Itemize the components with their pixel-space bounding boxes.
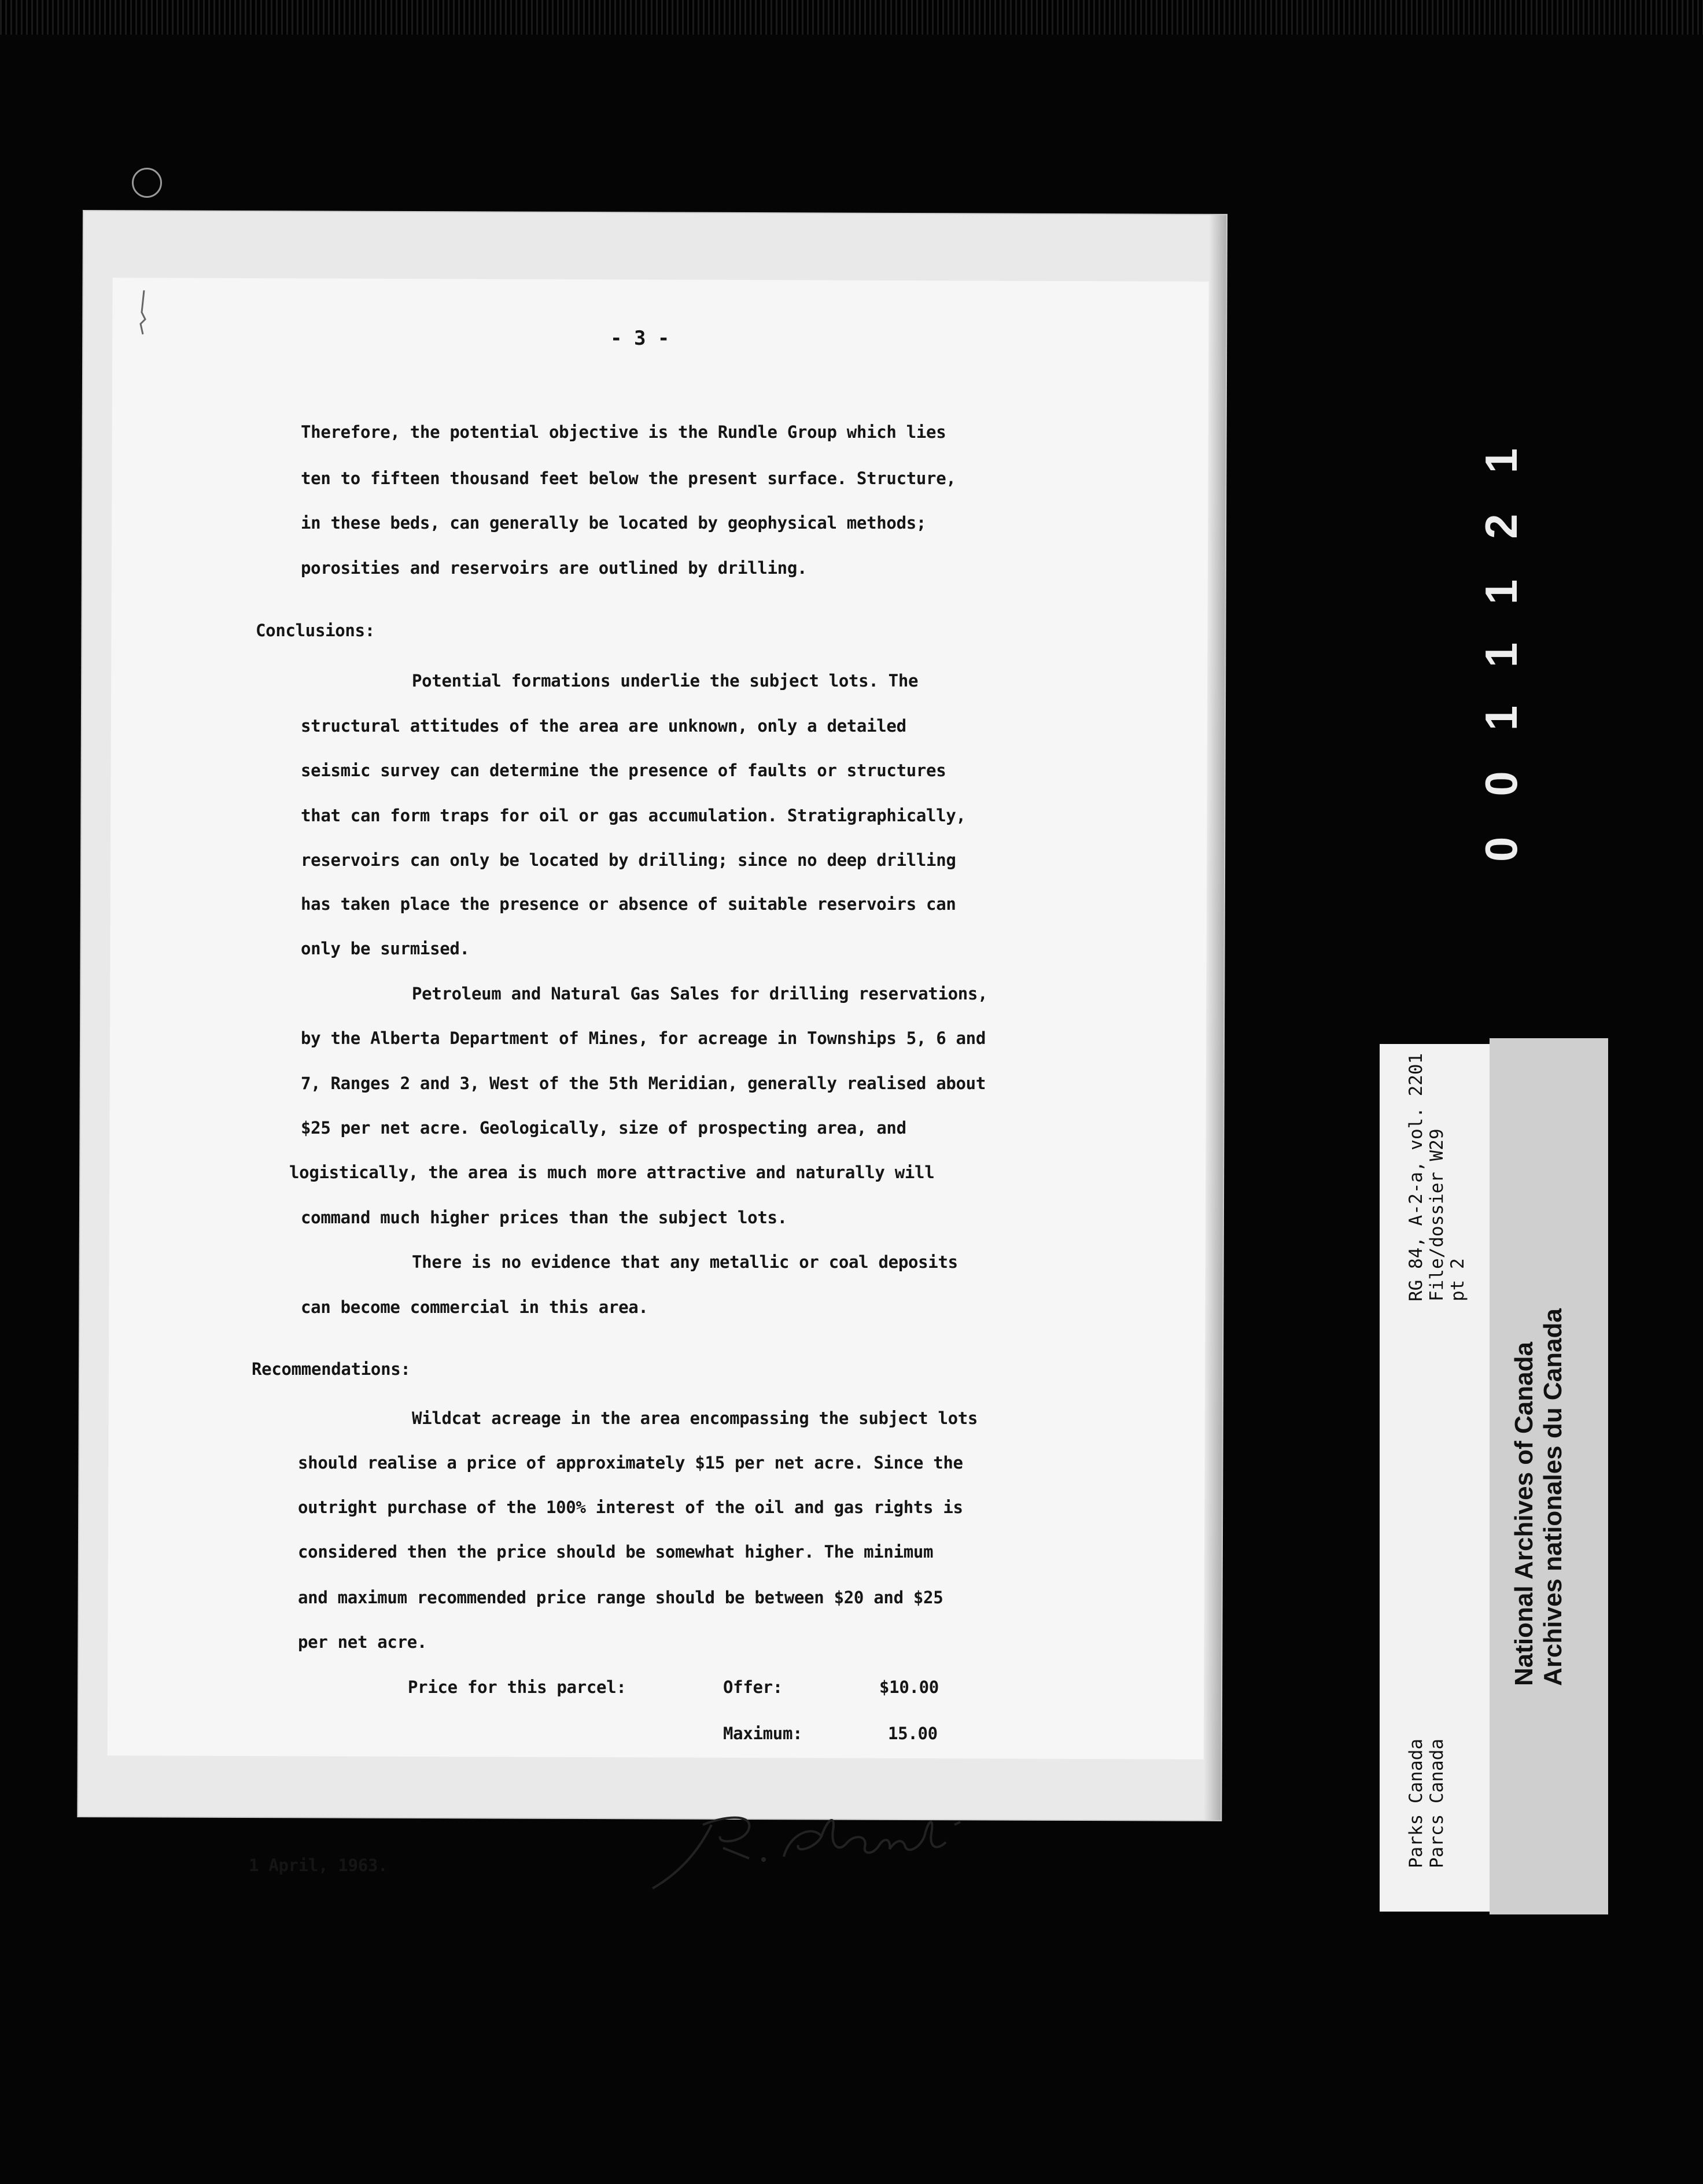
archive-ref-line: pt 2 xyxy=(1447,1258,1468,1301)
text-line: Wildcat acreage in the area encompassing the subject lots xyxy=(412,1408,978,1428)
document-sheet xyxy=(78,211,1226,1820)
text-line: seismic survey can determine the presence of faults or structures xyxy=(301,761,946,780)
offer-label: Offer: xyxy=(723,1677,783,1697)
archive-reference-text xyxy=(1406,1053,1468,1301)
text-line: in these beds, can generally be located by geophysical methods; xyxy=(301,513,927,533)
punch-hole xyxy=(132,168,162,198)
parks-line: Parcs Canada xyxy=(1426,1739,1447,1868)
maximum-label: Maximum: xyxy=(723,1724,803,1743)
text-line: logistically, the area is much more attractive and naturally will xyxy=(289,1163,935,1182)
document-date: 1 April, 1963. xyxy=(249,1855,388,1875)
page-number: - 3 - xyxy=(610,327,670,350)
text-line: command much higher prices than the subject lots. xyxy=(301,1208,787,1227)
text-line: structural attitudes of the area are unknown, only a detailed xyxy=(301,716,906,736)
text-line: Petroleum and Natural Gas Sales for drilling reservations, xyxy=(412,984,988,1004)
film-edge xyxy=(0,0,1703,35)
text-line: $25 per net acre. Geologically, size of prospecting area, and xyxy=(301,1118,906,1138)
archive-ref-line: RG 84, A-2-a, vol. 2201 xyxy=(1406,1053,1426,1301)
text-line: Potential formations underlie the subject lots. The xyxy=(412,671,919,691)
text-line: 7, Ranges 2 and 3, West of the 5th Meridian, generally realised about xyxy=(301,1073,986,1093)
price-label: Price for this parcel: xyxy=(408,1677,626,1697)
national-archives-line: National Archives of Canada xyxy=(1510,1342,1538,1686)
text-line: can become commercial in this area. xyxy=(301,1297,648,1317)
text-line: and maximum recommended price range should be between $20 and $25 xyxy=(298,1588,943,1607)
parks-canada-text xyxy=(1406,1739,1447,1868)
maximum-value: 15.00 xyxy=(888,1724,938,1743)
frame-number: 0011121 xyxy=(1476,407,1527,862)
pencil-mark-icon xyxy=(136,289,150,335)
offer-value: $10.00 xyxy=(879,1677,939,1697)
text-line: by the Alberta Department of Mines, for acreage in Townships 5, 6 and xyxy=(301,1028,986,1048)
text-line: Therefore, the potential objective is the Rundle Group which lies xyxy=(301,422,946,442)
conclusions-heading: Conclusions: xyxy=(256,621,375,640)
document-page xyxy=(108,278,1209,1759)
text-line: reservoirs can only be located by drilling; since no deep drilling xyxy=(301,850,956,870)
text-line: considered then the price should be somewhat higher. The minimum xyxy=(298,1542,934,1562)
recommendations-heading: Recommendations: xyxy=(252,1359,411,1379)
national-archives-text xyxy=(1510,1308,1568,1686)
text-line: There is no evidence that any metallic or coal deposits xyxy=(412,1252,958,1272)
text-line: ten to fifteen thousand feet below the present surface. Structure, xyxy=(301,468,956,488)
parks-line: Parks Canada xyxy=(1406,1739,1426,1868)
text-line: outright purchase of the 100% interest of the oil and gas rights is xyxy=(298,1497,963,1517)
text-line: per net acre. xyxy=(298,1632,427,1652)
text-line: porosities and reservoirs are outlined by drilling. xyxy=(301,558,808,578)
text-line: should realise a price of approximately $15 per net acre. Since the xyxy=(298,1453,963,1473)
archive-ref-line: File/dossier W29 xyxy=(1426,1128,1447,1301)
text-line: only be surmised. xyxy=(301,939,470,958)
signature xyxy=(648,1802,995,1894)
text-line: that can form traps for oil or gas accumulation. Stratigraphically, xyxy=(301,806,966,825)
text-line: has taken place the presence or absence of suitable reservoirs can xyxy=(301,894,956,914)
national-archives-line: Archives nationales du Canada xyxy=(1539,1308,1567,1686)
